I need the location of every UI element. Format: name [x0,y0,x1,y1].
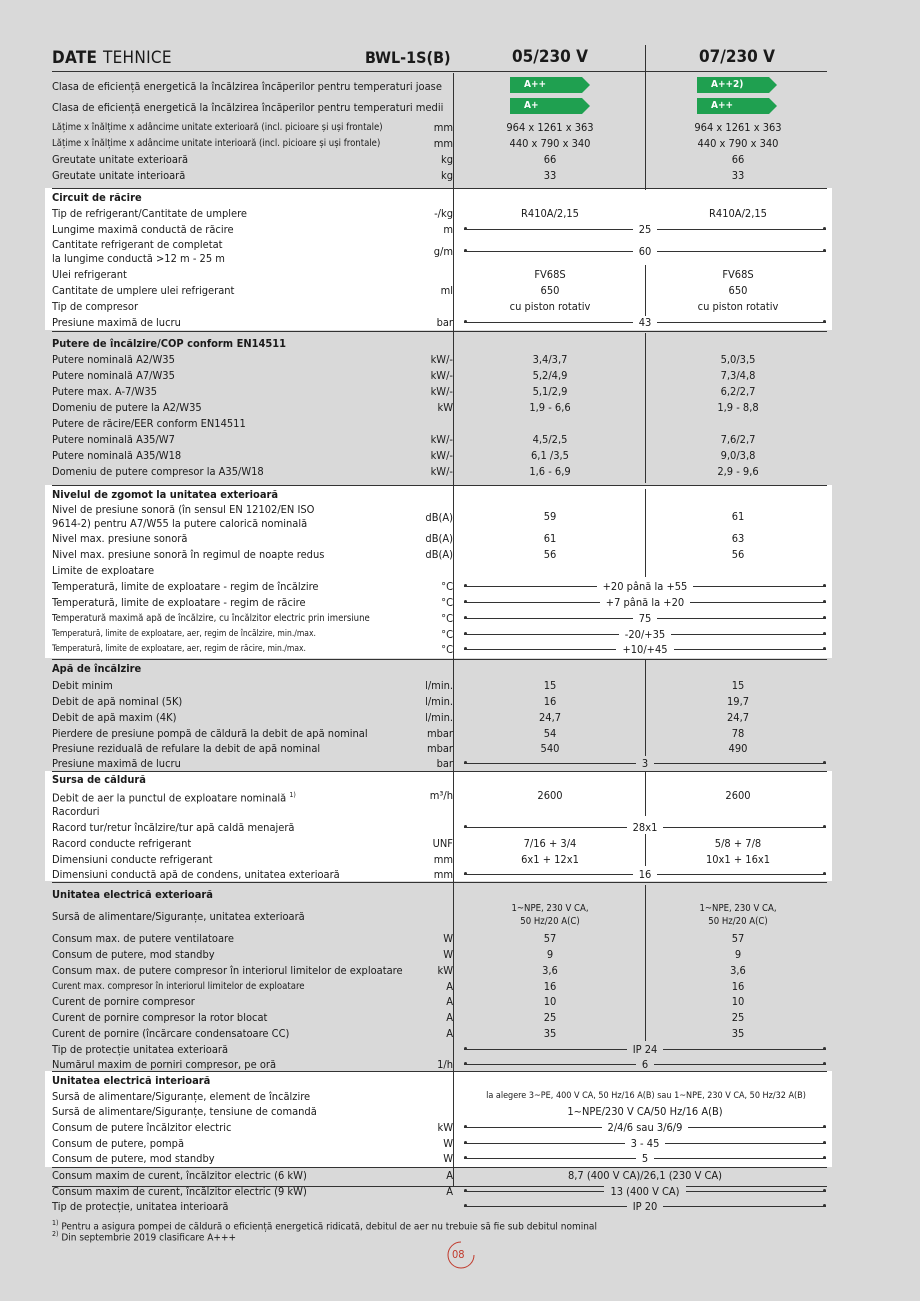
value-07: 9 [734,948,742,961]
section-title: Nivelul de zgomot la unitatea exterioară [52,488,279,501]
value-05: 54 [543,727,557,740]
row-label: Consum de putere încălzitor electric [52,1121,232,1134]
span-text: 28x1 [627,821,664,834]
table-row [52,503,832,531]
row-unit: dB(A) [425,548,453,561]
value-07: 490 [728,742,748,755]
value-07: 3,6 [730,964,746,977]
row-unit: °C [441,643,453,656]
value-05: 59 [543,510,557,523]
row-label: Domeniu de putere compresor la A35/W18 [52,465,264,478]
row-unit: mm [433,853,453,866]
row-unit: mm [433,121,453,134]
col-divider [645,834,646,866]
row-label: Racorduri [52,805,100,818]
value-05: 1,6 - 6,9 [529,465,571,478]
row-unit: A [446,1169,453,1182]
row-unit: °C [441,580,453,593]
value-07: 7,6/2,7 [720,433,756,446]
value-07: 25 [731,1011,745,1024]
row-unit: W [443,948,453,961]
value-07: 2600 [725,789,751,802]
badge-text: A+ [524,100,539,111]
row-label: Ulei refrigerant [52,268,127,281]
table-row [52,903,832,929]
row-unit: kW [437,1121,453,1134]
value-07: 56 [731,548,745,561]
row-label: Tip de refrigerant/Cantitate de umplere [52,207,248,220]
span-text: 43 [633,316,658,329]
footnote-text: Pentru a asigura pompei de căldură o eficiență energetică ridicată, debitul de aer nu trebuie să fie sub debitul nominal [61,1221,597,1233]
row-label: Nivel max. presiune sonoră [52,532,188,545]
value-05: 24,7 [538,711,562,724]
col-divider [645,660,646,756]
row-label: Sursă de alimentare/Siguranțe, unitatea exterioară [52,910,305,923]
span-value [464,821,826,834]
row-unit: °C [441,628,453,641]
span-text: IP 24 [627,1043,664,1056]
row-unit: A [446,980,453,993]
row-label: Cantitate refrigerant de completat [52,238,223,251]
value-07: 19,7 [726,695,750,708]
row-unit: kW/- [430,433,453,446]
col-divider [645,265,646,317]
page-title [52,48,172,68]
footnote-ref: 1) [289,791,296,799]
row-label: Dimensiuni conducte refrigerant [52,853,213,866]
row-label: Tip de protecție unitatea exterioară [52,1043,229,1056]
value-05: 61 [543,532,557,545]
value-07: 5/8 + 7/8 [714,837,762,850]
value-07: 964 x 1261 x 363 [694,121,782,134]
row-label: Sursă de alimentare/Siguranțe, tensiune de comandă [52,1105,317,1118]
sep [52,771,827,772]
row-unit: UNF [432,837,453,850]
row-label: Consum max. de putere compresor în interiorul limitelor de exploatare [52,964,403,977]
value-05: 16 [543,980,557,993]
row-label: Curent de pornire compresor la rotor blocat [52,1011,268,1024]
value-07-b: 50 Hz/20 A(C) [708,916,768,927]
row-label: Curent de pornire (încărcare condensatoare CC) [52,1027,290,1040]
value-07: 1,9 - 8,8 [717,401,759,414]
row-label: Tip de protecție, unitatea interioară [52,1200,229,1213]
row-label: Consum de putere, mod standby [52,1152,215,1165]
col-divider [645,772,646,816]
value-07: 61 [731,510,745,523]
row-unit: W [443,932,453,945]
row-label: Clasa de eficiență energetică la încălzirea încăperilor pentru temperaturi joase [52,80,442,93]
sep [52,331,827,332]
footnote-2 [52,1229,236,1243]
row-label: Putere de răcire/EER conform EN14511 [52,417,246,430]
title-rest: TEHNICE [102,48,172,68]
footnote-mark: 2) [52,1230,59,1238]
row-label: Sursă de alimentare/Siguranțe, element de încălzire [52,1090,311,1103]
row-unit: kg [440,153,453,166]
span-text: 60 [633,245,658,258]
value-07: 2,9 - 9,6 [717,465,759,478]
value-05: 1,9 - 6,6 [529,401,571,414]
row-unit: kW [437,401,453,414]
value-05: 5,2/4,9 [532,369,568,382]
span-value [464,1152,826,1165]
value-07: cu piston rotativ [697,300,779,313]
value-07: 35 [731,1027,745,1040]
span-text: 13 (400 V CA) [604,1185,685,1198]
row-label-2: la lungime conductă >12 m - 25 m [52,252,225,265]
value-07: 5,0/3,5 [720,353,756,366]
energy-badge-low-05 [510,77,590,93]
row-unit: A [446,1027,453,1040]
section-title: Unitatea electrică exterioară [52,888,213,901]
value-05: 7/16 + 3/4 [523,837,577,850]
row-label: Debit de apă nominal (5K) [52,695,183,708]
span-text: 25 [633,223,658,236]
row-label: Tip de compresor [52,300,139,313]
row-label: Debit de apă maxim (4K) [52,711,177,724]
value-07: 10x1 + 16x1 [705,853,771,866]
row-label: Temperatură, limite de exploatare, aer, regim de încălzire, min./max. [52,629,316,639]
value-07: 33 [731,169,745,182]
value-05: 440 x 790 x 340 [509,137,591,150]
value-07: 9,0/3,8 [720,449,756,462]
row-label: Curent max. compresor în interiorul limitelor de exploatare [52,981,305,992]
row-label: Consum de putere, mod standby [52,948,215,961]
value-07: 66 [731,153,745,166]
value-07: 57 [731,932,745,945]
span-text: +7 până la +20 [600,596,690,609]
value-07: 7,3/4,8 [720,369,756,382]
row-label: Nivel max. presiune sonoră în regimul de noapte redus [52,548,325,561]
section-title: Sursa de căldură [52,773,146,786]
row-unit: m [443,223,453,236]
row-unit: W [443,1137,453,1150]
span-text: 75 [633,612,658,625]
value-05: 6x1 + 12x1 [521,853,579,866]
span-value [464,643,826,656]
value-05: 66 [543,153,557,166]
row-label: Dimensiuni conductă apă de condens, unitatea exterioară [52,868,340,881]
value-07: 78 [731,727,745,740]
badge-text: A++ [524,79,547,90]
row-unit: g/m [433,245,453,258]
value-05: 2600 [537,789,563,802]
row-label: Lățime x înălțime x adâncime unitate interioară (incl. picioare și uși frontale) [52,138,381,149]
col-divider [645,333,646,483]
row-unit: mbar [426,727,453,740]
row-unit: °C [441,612,453,625]
section-title: Circuit de răcire [52,191,142,204]
span-text: IP 20 [627,1200,664,1213]
span-text: 8,7 (400 V CA)/26,1 (230 V CA) [567,1169,723,1182]
table-row [52,238,832,266]
span-value [464,1058,826,1071]
value-07: 15 [731,679,745,692]
value-05: 650 [540,284,560,297]
energy-badge-mid-05 [510,98,590,114]
sep [52,188,827,189]
value-07: 16 [731,980,745,993]
row-unit: l/min. [425,695,453,708]
row-unit: 1/h [437,1058,453,1071]
row-label: Lățime x înălțime x adâncime unitate exterioară (incl. picioare și uși frontale) [52,122,383,133]
value-05: 25 [543,1011,557,1024]
page-number [446,1240,476,1270]
value-05: cu piston rotativ [509,300,591,313]
span-value [464,612,826,625]
span-value [464,868,826,881]
row-unit: A [446,1185,453,1198]
span-text: 3 - 45 [625,1137,666,1150]
value-05: 16 [543,695,557,708]
row-unit: kW [437,964,453,977]
row-unit: bar [436,316,453,329]
row-label: Curent de pornire compresor [52,995,195,1008]
row-label: Lungime maximă conductă de răcire [52,223,234,236]
row-unit: l/min. [425,679,453,692]
section-title: Unitatea electrică interioară [52,1074,211,1087]
value-05: 33 [543,169,557,182]
row-label: Numărul maxim de porniri compresor, pe oră [52,1058,277,1071]
value-05: 35 [543,1027,557,1040]
value-07: 1~NPE, 230 V CA, [699,903,777,914]
row-unit: -/kg [434,207,453,220]
row-label: Putere max. A-7/W35 [52,385,158,398]
row-unit: kW/- [430,353,453,366]
row-label: Consum maxim de curent, încălzitor electric (9 kW) [52,1185,307,1198]
energy-badge-low-07 [697,77,777,93]
value-05: 3,6 [542,964,558,977]
column-header-05: 05/230 V [512,47,588,67]
row-label: Nivel de presiune sonoră (în sensul EN 12102/EN ISO [52,503,315,516]
header-divider [52,71,827,72]
value-05: 4,5/2,5 [532,433,568,446]
value-05: 540 [540,742,560,755]
row-label: Debit minim [52,679,113,692]
row-label: Putere nominală A35/W7 [52,433,175,446]
badge-text: A++2) [711,79,744,90]
value-07: FV68S [722,268,754,281]
span-text: 5 [636,1152,654,1165]
span-value [464,1185,826,1198]
value-05: 15 [543,679,557,692]
value-05: 10 [543,995,557,1008]
row-unit: mm [433,137,453,150]
col-divider [645,45,646,190]
row-unit: ml [440,284,453,297]
column-header-07: 07/230 V [699,47,775,67]
row-label: Presiune reziduală de refulare la debit de apă nominal [52,742,321,755]
value-07: 63 [731,532,745,545]
row-label-2: 9614-2) pentru A7/W55 la putere calorică nominală [52,517,308,530]
span-value [464,580,826,593]
value-05: 964 x 1261 x 363 [506,121,594,134]
span-value [464,223,826,236]
row-unit: °C [441,596,453,609]
value-05: 6,1 /3,5 [531,449,569,462]
row-label: Limite de exploatare [52,564,155,577]
row-unit: dB(A) [425,532,453,545]
row-label: Consum de putere, pompă [52,1137,185,1150]
title-bold: DATE [52,48,98,68]
value-07: 650 [728,284,748,297]
row-unit: mbar [426,742,453,755]
span-text: -20/+35 [619,628,671,641]
span-value [464,757,826,770]
value-05: 5,1/2,9 [532,385,568,398]
row-unit: l/min. [425,711,453,724]
span-value [464,1200,826,1213]
span-value [464,596,826,609]
value-05: 57 [543,932,557,945]
row-unit: kW/- [430,369,453,382]
value-07: 24,7 [726,711,750,724]
row-label: Consum max. de putere ventilatoare [52,932,234,945]
span-text: 2/4/6 sau 3/6/9 [602,1121,689,1134]
span-value [464,628,826,641]
row-unit: A [446,995,453,1008]
value-05: 3,4/3,7 [532,353,568,366]
row-unit: kW/- [430,449,453,462]
value-05: 9 [546,948,554,961]
row-label: Temperatură, limite de exploatare, aer, regim de răcire, min./max. [52,644,306,654]
row-label: Racord conducte refrigerant [52,837,192,850]
value-05: 1~NPE, 230 V CA, [511,903,589,914]
sep [52,1167,827,1168]
badge-text: A++ [711,100,734,111]
row-unit: mm [433,868,453,881]
value-05: FV68S [534,268,566,281]
span-text: +10/+45 [616,643,673,656]
footnote-text: Din septembrie 2019 clasificare A+++ [61,1232,237,1244]
row-unit: kg [440,169,453,182]
row-label: Temperatură, limite de exploatare - regim de răcire [52,596,306,609]
span-text: 3 [636,757,654,770]
span-value [464,1137,826,1150]
sep [52,1071,827,1072]
footnote-mark: 1) [52,1219,59,1227]
row-label: Pierdere de presiune pompă de căldură la debit de apă nominal [52,727,368,740]
row-unit: A [446,1011,453,1024]
row-label: Consum maxim de curent, încălzitor electric (6 kW) [52,1169,307,1182]
model-name: BWL-1S(B) [365,48,451,67]
row-unit: kW/- [430,465,453,478]
row-label: Clasa de eficiență energetică la încălzirea încăperilor pentru temperaturi medii [52,101,444,114]
page-number-text: 08 [452,1248,465,1261]
section-title: Putere de încălzire/COP conform EN14511 [52,337,287,350]
span-text: 6 [636,1058,654,1071]
span-value [464,1043,826,1056]
span-value [464,1121,826,1134]
value-07: 440 x 790 x 340 [697,137,779,150]
value-07: 6,2/2,7 [720,385,756,398]
row-label: Greutate unitate exterioară [52,153,189,166]
row-unit: kW/- [430,385,453,398]
row-label: Racord tur/retur încălzire/tur apă caldă menajeră [52,821,295,834]
span-text: 16 [633,868,658,881]
row-label: Presiune maximă de lucru [52,316,181,329]
row-label: Temperatură maximă apă de încălzire, cu încălzitor electric prin imersiune [52,613,370,624]
sep [52,485,827,486]
span-value [464,316,826,329]
row-label: Temperatură, limite de exploatare - regim de încălzire [52,580,319,593]
row-label: Domeniu de putere la A2/W35 [52,401,202,414]
span-text: la alegere 3~PE, 400 V CA, 50 Hz/16 A(B) sau 1~NPE, 230 V CA, 50 Hz/32 A(B) [486,1091,806,1101]
row-label: Putere nominală A2/W35 [52,353,175,366]
value-07: R410A/2,15 [709,207,767,220]
value-05: 56 [543,548,557,561]
value-05: R410A/2,15 [521,207,579,220]
sep [52,659,827,660]
row-unit: bar [436,757,453,770]
value-05-b: 50 Hz/20 A(C) [520,916,580,927]
row-label: Cantitate de umplere ulei refrigerant [52,284,235,297]
span-text: 1~NPE/230 V CA/50 Hz/16 A(B) [567,1105,723,1118]
row-label: Greutate unitate interioară [52,169,186,182]
span-text: +20 până la +55 [597,580,694,593]
row-label: Debit de aer la punctul de exploatare nominală [52,791,287,805]
row-label: Putere nominală A35/W18 [52,449,182,462]
row-label: Presiune maximă de lucru [52,757,181,770]
value-07: 10 [731,995,745,1008]
row-unit: m³/h [429,789,453,802]
row-unit: dB(A) [425,511,453,524]
span-value [464,245,826,258]
row-label: Putere nominală A7/W35 [52,369,175,382]
section-title: Apă de încălzire [52,662,142,675]
row-unit: W [443,1152,453,1165]
energy-badge-mid-07 [697,98,777,114]
sep [52,882,827,883]
